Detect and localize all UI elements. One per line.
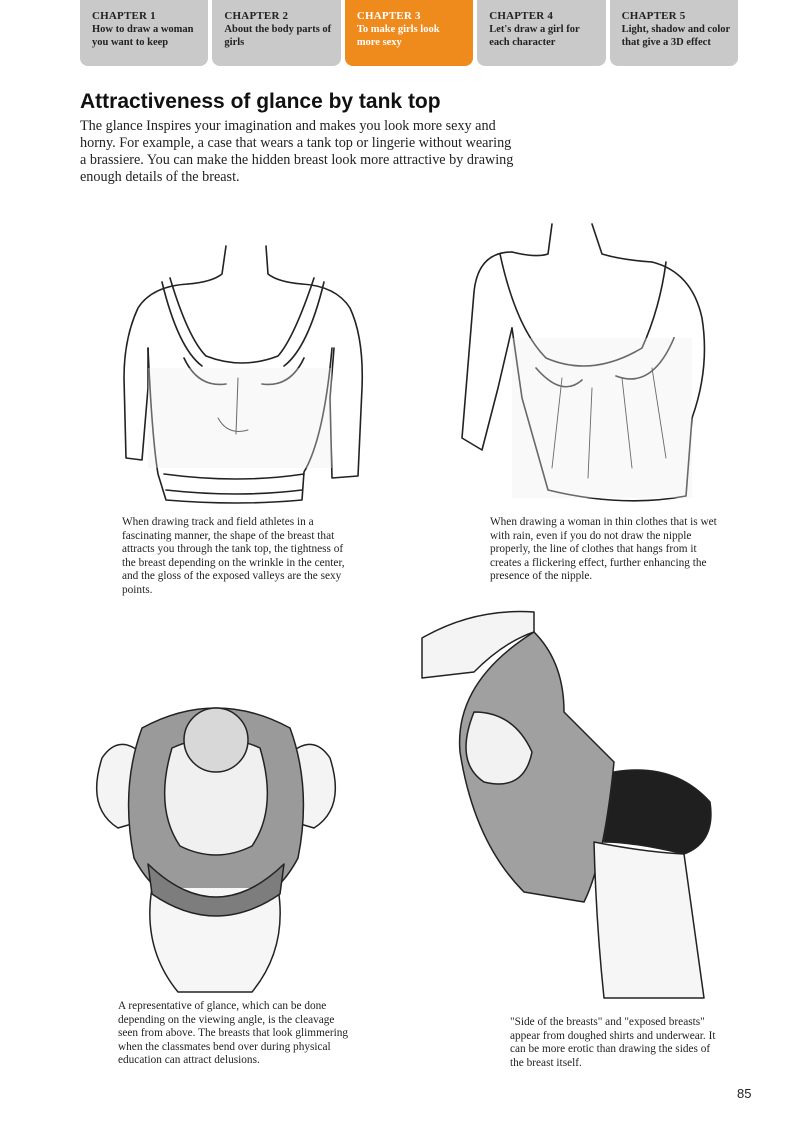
tab-chapter-5[interactable] [610,0,738,66]
page-title: Attractiveness of glance by tank top [80,90,441,113]
tab-chapter-2[interactable] [212,0,340,66]
tab-chapter-label: CHAPTER 1 [92,10,156,22]
tab-chapter-title: Let's draw a girl for each character [489,24,580,48]
page-number: 85 [737,1086,752,1101]
intro-paragraph: The glance Inspires your imagination and makes you look more sexy and horny. For example, a case that wears a tank top or lingerie without wearing a brassiere. You can make the hidden breast look more attractive by drawing enough details of the breast. [80,118,514,185]
cleavage-from-above-illustration [82,668,350,994]
tab-chapter-title: Light, shadow and color that give a 3D effect [621,24,730,48]
tab-chapter-label: CHAPTER 2 [224,10,289,22]
figure-caption: "Side of the breasts" and "exposed breasts" appear from doughed shirts and underwear. It can be more erotic than drawing the sides of the breast itself. [510,1016,716,1069]
figure-caption: When drawing track and field athletes in a fascinating manner, the shape of the breast that attracts you through the tank top, the tightness of the breast depending on the wrinkle in the center, and the gloss of the exposed valleys are the sexy points. [122,516,345,596]
tank-top-front-illustration [118,238,370,510]
side-of-breast-illustration [414,602,720,1000]
tab-chapter-label: CHAPTER 4 [489,10,554,22]
tab-chapter-label: CHAPTER 5 [621,10,686,22]
figure-caption: A representative of glance, which can be done depending on the viewing angle, is the cleavage seen from above. The breasts that look glimmering when the classmates bend over during physical education can attract delusions. [118,1000,349,1067]
tab-chapter-3[interactable] [345,0,473,66]
tab-chapter-title: To make girls look more sexy [356,24,440,48]
wet-thin-clothes-illustration [452,218,718,508]
tab-chapter-title: How to draw a woman you want to keep [92,24,194,48]
figure-caption: When drawing a woman in thin clothes that is wet with rain, even if you do not draw the nipple properly, the line of clothes that hangs from it creates a flickering effect, further enhancing the presence of the nipple. [490,516,717,583]
tab-chapter-title: About the body parts of girls [224,24,332,48]
tab-chapter-label: CHAPTER 3 [356,10,421,22]
tab-chapter-4[interactable] [477,0,605,66]
tab-chapter-1[interactable] [80,0,208,66]
chapter-tabs [80,0,738,66]
